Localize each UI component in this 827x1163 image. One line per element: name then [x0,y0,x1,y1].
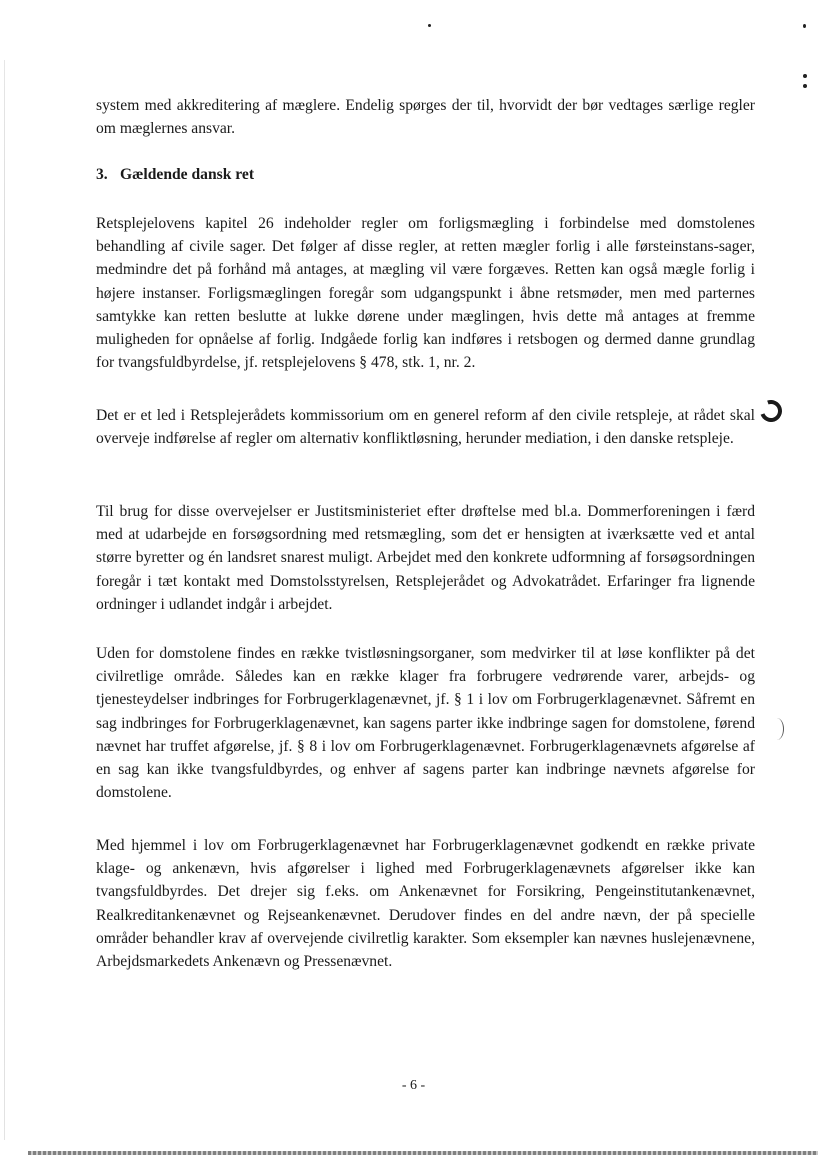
body-paragraph [96,834,755,973]
body-paragraph [96,404,755,450]
scan-speck [803,74,807,78]
body-paragraph [96,642,755,804]
body-paragraph [96,500,755,616]
paragraph-text: Uden for domstolene findes en række tvistløsningsorganer, som medvirker til at løse konflikter på det civilretlige område. Således kan en række klager fra forbrugere vedrørende varer, arbejds- og tjenesteydelser indbringes for Forbrugerklagenævnet, jf. § 1 i lov om Forbrugerklagenævnet. Såfremt en sag indbringes for Forbrugerklagenævnet, kan sagens parter ikke indbringe sagen for domstolene, førend nævnet har truffet afgørelse, jf. § 8 i lov om Forbrugerklagenævnet. Forbrugerklagenævnets afgørelse af en sag kan ikke tvangsfuldbyrdes, og enhver af sagens parter kan indbringe nævnets afgørelse for domstolene. [96,645,755,802]
paragraph-text: Til brug for disse overvejelser er Justitsministeriet efter drøftelse med bl.a. Dommerforeningen i færd med at udarbejde en forsøgsordning med retsmægling, som det er hensigten at iværksætte ved et antal større byretter og én landsret snarest muligt. Arbejdet med den konkrete udformning af forsøgsordningen foregår i tæt kontakt med Domstolsstyrelsen, Retsplejerådet og Advokatrådet. Erfaringer fra lignende ordninger i udlandet indgår i arbejdet. [96,503,755,613]
paragraph-text: Retsplejelovens kapitel 26 indeholder regler om forligsmægling i forbindelse med domstolenes behandling af civile sager. Det følger af disse regler, at retten mægler forlig i alle førsteinstans-sager, medmindre det på forhånd må antages, at mægling vil være forgæves. Retten kan også mægle forlig i højere instanser. Forligsmæglingen foregår som udgangspunkt i åbne retsmøder, men med parternes samtykke kan retten beslutte at lukke dørene under mæglingen, hvis dette må antages at fremme muligheden for opnåelse af forlig. Indgåede forlig kan indføres i retsbogen og dermed danne grundlag for tvangsfuldbyrdelse, jf. retsplejelovens § 478, stk. 1, nr. 2. [96,215,755,372]
paragraph-text: Det er et led i Retsplejerådets kommissorium om en generel reform af den civile retspleje, at rådet skal overveje indførelse af regler om alternativ konfliktløsning, herunder mediation, i den danske retspleje. [96,407,755,448]
scan-speck [428,24,431,27]
section-title: Gældende dansk ret [120,166,255,183]
section-heading [96,164,254,186]
binder-hole-mark [756,396,785,425]
page-number: - 6 - [401,1078,426,1093]
body-paragraph [96,212,755,374]
scan-bottom-edge [28,1151,818,1155]
scan-speck [803,84,807,88]
binder-hole-mark [770,718,784,740]
paragraph-text: system med akkreditering af mæglere. Endelig spørges der til, hvorvidt der bør vedtages særlige regler om mæglernes ansvar. [96,97,755,138]
section-number: 3. [96,166,108,183]
intro-paragraph [96,94,755,140]
paragraph-text: Med hjemmel i lov om Forbrugerklagenævnet har Forbrugerklagenævnet godkendt en række private klage- og ankenævn, hvis afgørelser i lighed med Forbrugerklagenævnets afgørelser ikke kan tvangsfuldbyrdes. Det drejer sig f.eks. om Ankenævnet for Forsikring, Pengeinstitutankenævnet, Realkreditankenævnet og Rejseankenævnet. Derudover findes en del andre nævn, der på specielle områder behandler krav af overvejende civilretlig karakter. Som eksempler kan nævnes huslejenævnene, Arbejdsmarkedets Ankenævn og Pressenævnet. [96,837,755,971]
scan-edge-shadow [4,60,5,1140]
scan-speck [803,24,806,28]
